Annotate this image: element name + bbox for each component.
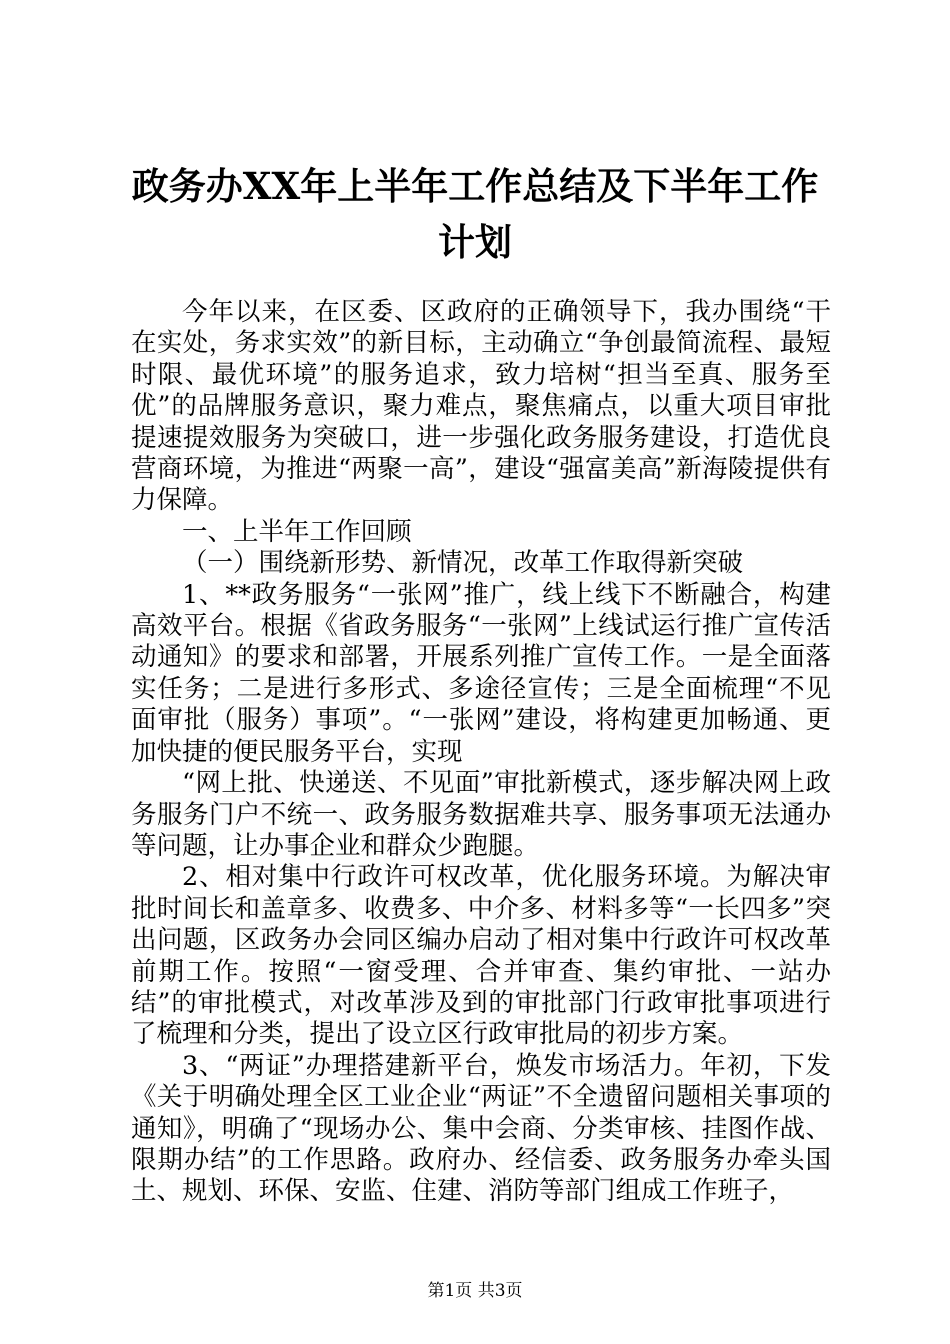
- paragraph-intro: 今年以来，在区委、区政府的正确领导下，我办围绕“干在实处，务求实效”的新目标，主动确立“争创最简流程、最短时限、最优环境”的服务追求，致力培树“担当至真、服务至优”的品牌服务意识，聚力难点，聚焦痛点，以重大项目审批提速提效服务为突破口，进一步强化政务服务建设，打造优良营商环境，为推进“两聚一高”，建设“强富美高”新海陵提供有力保障。: [131, 297, 831, 516]
- document-body: [131, 297, 831, 1208]
- document-title: 政务办XX年上半年工作总结及下半年工作计划: [131, 164, 819, 264]
- page-number-footer: 第1页 共3页: [427, 1281, 523, 1301]
- paragraph-item-1: 1、**政务服务“一张网”推广，线上线下不断融合，构建高效平台。根据《省政务服务“一张网”上线试运行推广宣传活动通知》的要求和部署，开展系列推广宣传工作。一是全面落实任务；二是进行多形式、多途径宣传；三是全面梳理“不见面审批（服务）事项”。“一张网”建设，将构建更加畅通、更加快捷的便民服务平台，实现: [131, 579, 831, 767]
- section-heading: 一、上半年工作回顾: [182, 516, 412, 547]
- subsection-heading: （一）围绕新形势、新情况，改革工作取得新突破: [182, 548, 744, 579]
- paragraph-item-1-continued: “网上批、快递送、不见面”审批新模式，逐步解决网上政务服务门户不统一、政务服务数据难共享、服务事项无法通办等问题，让办事企业和群众少跑腿。: [131, 768, 831, 861]
- paragraph-item-2: 2、相对集中行政许可权改革，优化服务环境。为解决审批时间长和盖章多、收费多、中介多、材料多等“一长四多”突出问题，区政务办会同区编办启动了相对集中行政许可权改革前期工作。按照“一窗受理、合并审查、集约审批、一站办结”的审批模式，对改革涉及到的审批部门行政审批事项进行了梳理和分类，提出了设立区行政审批局的初步方案。: [131, 862, 831, 1050]
- paragraph-item-3: 3、“两证”办理搭建新平台，焕发市场活力。年初，下发《关于明确处理全区工业企业“两证”不全遗留问题相关事项的通知》，明确了“现场办公、集中会商、分类审核、挂图作战、限期办结”的工作思路。政府办、经信委、政务服务办牵头国土、规划、环保、安监、住建、消防等部门组成工作班子，: [131, 1050, 831, 1207]
